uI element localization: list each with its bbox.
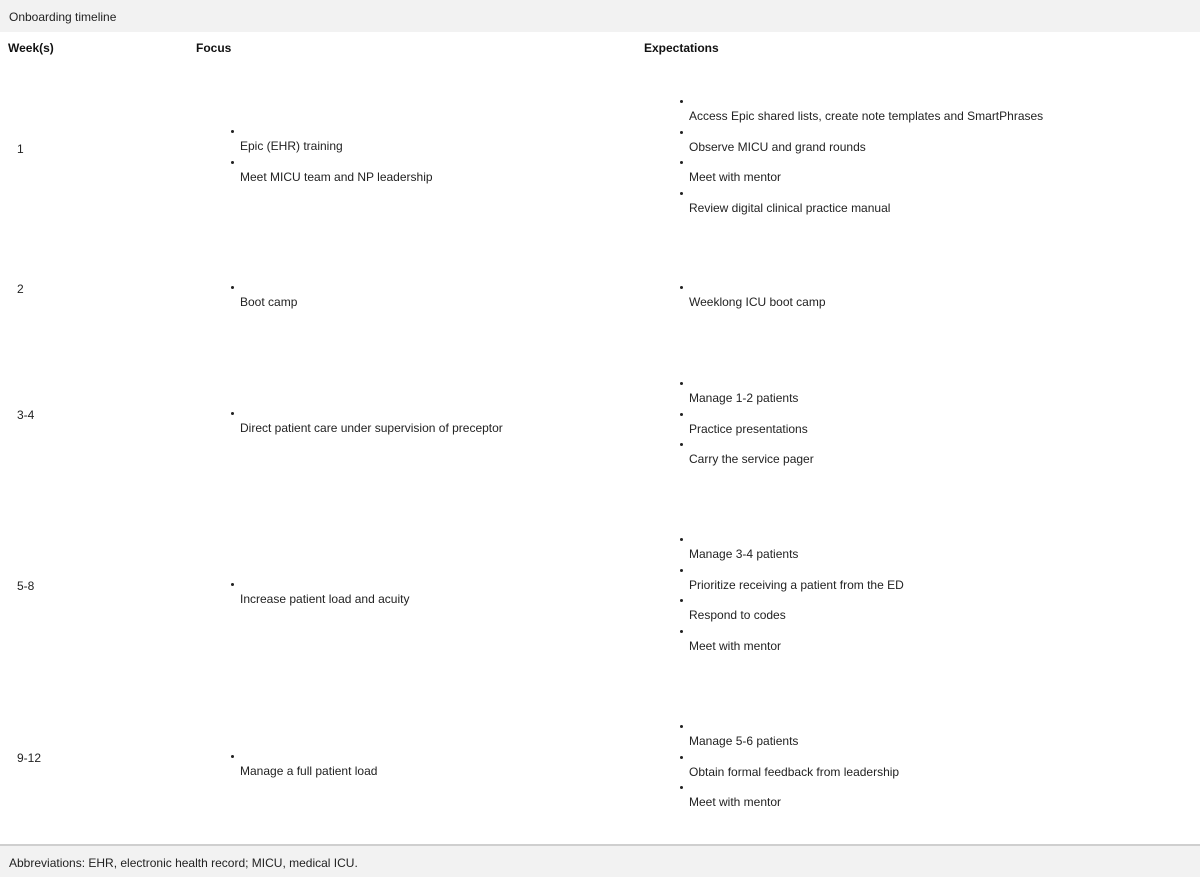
column-header-expectations: Expectations: [644, 41, 719, 55]
week-cell: 2: [17, 282, 24, 296]
week-cell: 5-8: [17, 579, 35, 593]
bullet-icon: [231, 161, 234, 164]
bullet-icon: [680, 192, 683, 195]
bullet-icon: [680, 599, 683, 602]
bullet-icon: [680, 382, 683, 385]
bullet-icon: [680, 538, 683, 541]
bullet-icon: [231, 286, 234, 289]
table-caption: Onboarding timeline: [0, 0, 1200, 32]
table-footnote: Abbreviations: EHR, electronic health record; MICU, medical ICU.: [0, 844, 1200, 877]
bullet-icon: [680, 100, 683, 103]
bullet-icon: [680, 725, 683, 728]
bullet-icon: [680, 786, 683, 789]
bullet-icon: [680, 413, 683, 416]
bullet-icon: [680, 443, 683, 446]
bullet-icon: [680, 161, 683, 164]
bullet-icon: [680, 569, 683, 572]
bullet-icon: [680, 131, 683, 134]
bullet-icon: [231, 412, 234, 415]
column-header-focus: Focus: [196, 41, 232, 55]
week-cell: 1: [17, 142, 24, 156]
bullet-icon: [231, 130, 234, 133]
column-header-weeks: Week(s): [8, 41, 54, 55]
week-cell: 9-12: [17, 751, 42, 765]
bullet-icon: [680, 756, 683, 759]
bullet-icon: [680, 286, 683, 289]
bullet-icon: [231, 755, 234, 758]
bullet-icon: [231, 583, 234, 586]
bullet-icon: [680, 630, 683, 633]
week-cell: 3-4: [17, 408, 35, 422]
